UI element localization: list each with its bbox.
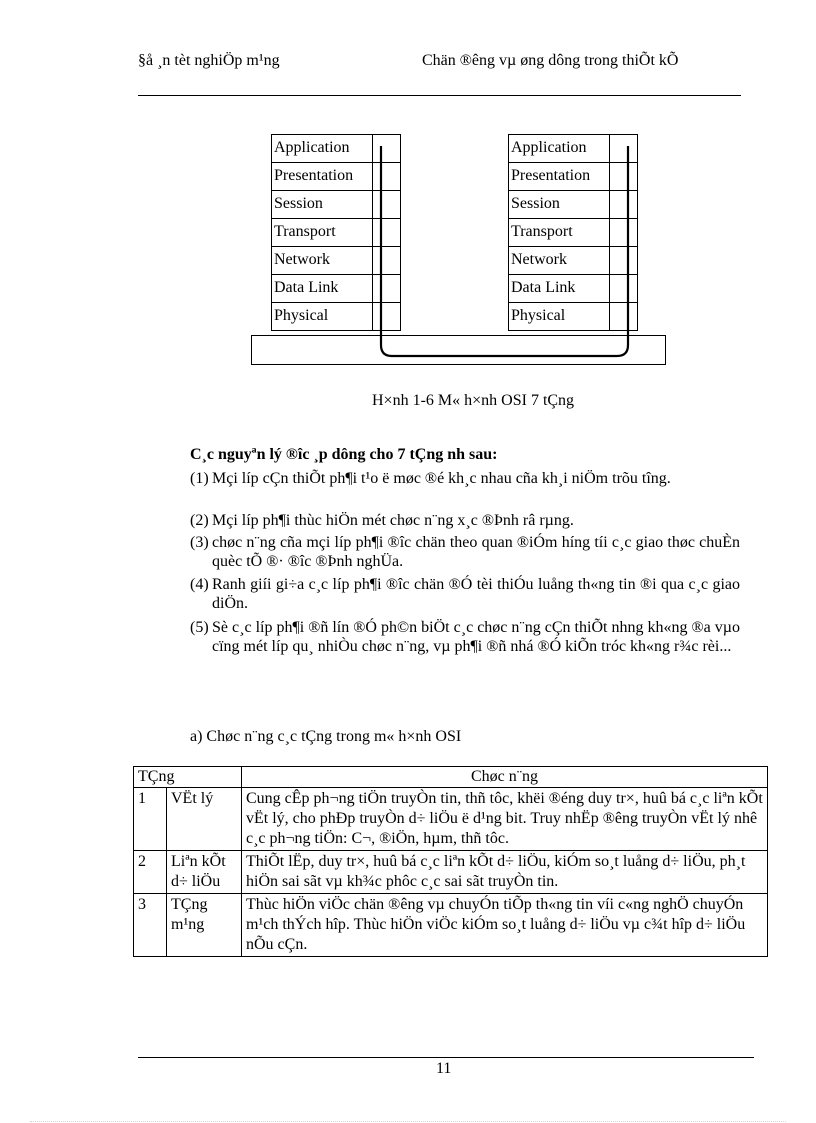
column-header-function: Chøc n¨ng: [242, 767, 768, 788]
osi-layer: Session: [272, 191, 400, 219]
layer-name: TÇng m¹ng: [167, 894, 242, 957]
osi-stack-left: [271, 134, 401, 331]
layer-description: ThiÕt lËp, duy tr×, huû bá c¸c liªn kÕt d÷ liÖu, kiÓm so¸t luång d÷ liÖu, ph¸t hiÖn sai sãt vµ kh¾c phôc c¸c sai sãt truyÒn tin.: [242, 851, 768, 894]
principle-text: chøc n¨ng cña mçi líp ph¶i ®îc chän theo quan ®iÓm híng tíi c¸c giao thøc chuÈn quèc tÕ ®· ®îc ®Þnh nghÜa.: [212, 534, 740, 570]
osi-layer: Network: [272, 247, 400, 275]
table-header-row: [134, 767, 768, 788]
figure-caption: H×nh 1-6 M« h×nh OSI 7 tÇng: [372, 392, 575, 409]
page-edge-dotted-line: [30, 1121, 786, 1122]
osi-stack-right: [508, 134, 638, 331]
layer-description: Cung cÊp ph¬ng tiÖn truyÒn tin, thñ tôc, khëi ®éng duy tr×, huû bá c¸c liªn kÕt vËt lý, cho phÐp truyÒn d÷ liÖu ë d¹ng bit. Truy nhËp ®êng truyÒn vËt lý nhê c¸c ph¬ng tiÖn: C¬, ®iÖn, hµm, thñ tôc.: [242, 788, 768, 851]
principle-item: [190, 511, 740, 530]
principle-text: Mçi líp cÇn thiÕt ph¶i t¹o ë møc ®é kh¸c nhau cña kh¸i niÖm trõu tîng.: [212, 470, 671, 487]
osi-layer: Network: [509, 247, 637, 275]
column-header-layer: TÇng: [134, 767, 242, 788]
principle-item: [190, 469, 740, 488]
header-rule: [138, 95, 741, 96]
layer-number: 2: [134, 851, 167, 894]
osi-layer: Transport: [509, 219, 637, 247]
layer-name: VËt lý: [167, 788, 242, 851]
osi-layer: Transport: [272, 219, 400, 247]
osi-layer: Data Link: [272, 275, 400, 303]
principle-text: Sè c¸c líp ph¶i ®ñ lín ®Ó ph©n biÖt c¸c chøc n¨ng cÇn thiÕt nhng kh«ng ®a vµo cïng mét líp qu¸ nhiÒu chøc n¨ng, vµ ph¶i ®ñ nhá ®Ó kiÕn tróc kh«ng r¾c rèi...: [212, 619, 740, 655]
principle-number: (2): [190, 512, 209, 529]
osi-layer: Presentation: [509, 163, 637, 191]
osi-layer: Session: [509, 191, 637, 219]
physical-medium-box: [251, 335, 666, 365]
table-row: [134, 894, 768, 957]
osi-layer: Application: [272, 135, 400, 163]
header-right-title: Chän ®êng vµ øng dông trong thiÕt kÕ: [422, 52, 679, 69]
layer-description: Thùc hiÖn viÖc chän ®êng vµ chuyÓn tiÕp th«ng tin víi c«ng nghÖ chuyÓn m¹ch thÝch hîp. Thùc hiÖn viÖc kiÓm so¸t luång d÷ liÖu vµ c¾t hîp d÷ liÖu nÕu cÇn.: [242, 894, 768, 957]
header-left-title: §å ¸n tèt nghiÖp m¹ng: [138, 52, 280, 69]
osi-layer: Physical: [509, 303, 637, 331]
table-row: [134, 788, 768, 851]
principle-text: Mçi líp ph¶i thùc hiÖn mét chøc n¨ng x¸c ®Þnh râ rµng.: [212, 512, 574, 529]
osi-layer: Application: [509, 135, 637, 163]
layer-number: 1: [134, 788, 167, 851]
principle-number: (4): [190, 576, 209, 593]
principle-text: Ranh giíi gi÷a c¸c líp ph¶i ®îc chän ®Ó tèi thiÓu luång th«ng tin ®i qua c¸c giao diÖn.: [212, 576, 740, 612]
principles-title: C¸c nguyªn lý ®îc ¸p dông cho 7 tÇng nh sau:: [190, 446, 498, 463]
osi-layer: Presentation: [272, 163, 400, 191]
page-number: 11: [436, 1060, 452, 1077]
principle-number: (3): [190, 534, 209, 551]
osi-layer: Physical: [272, 303, 400, 331]
principle-number: (5): [190, 619, 209, 636]
footer-rule: [138, 1057, 754, 1058]
table-row: [134, 851, 768, 894]
layer-number: 3: [134, 894, 167, 957]
functions-heading: a) Chøc n¨ng c¸c tÇng trong m« h×nh OSI: [190, 728, 462, 745]
principle-item: [190, 618, 740, 656]
principle-item: [190, 533, 740, 571]
osi-layer: Data Link: [509, 275, 637, 303]
principle-number: (1): [190, 470, 209, 487]
principle-item: [190, 575, 740, 613]
layer-name: Liªn kÕt d÷ liÖu: [167, 851, 242, 894]
functions-table: [133, 766, 768, 957]
